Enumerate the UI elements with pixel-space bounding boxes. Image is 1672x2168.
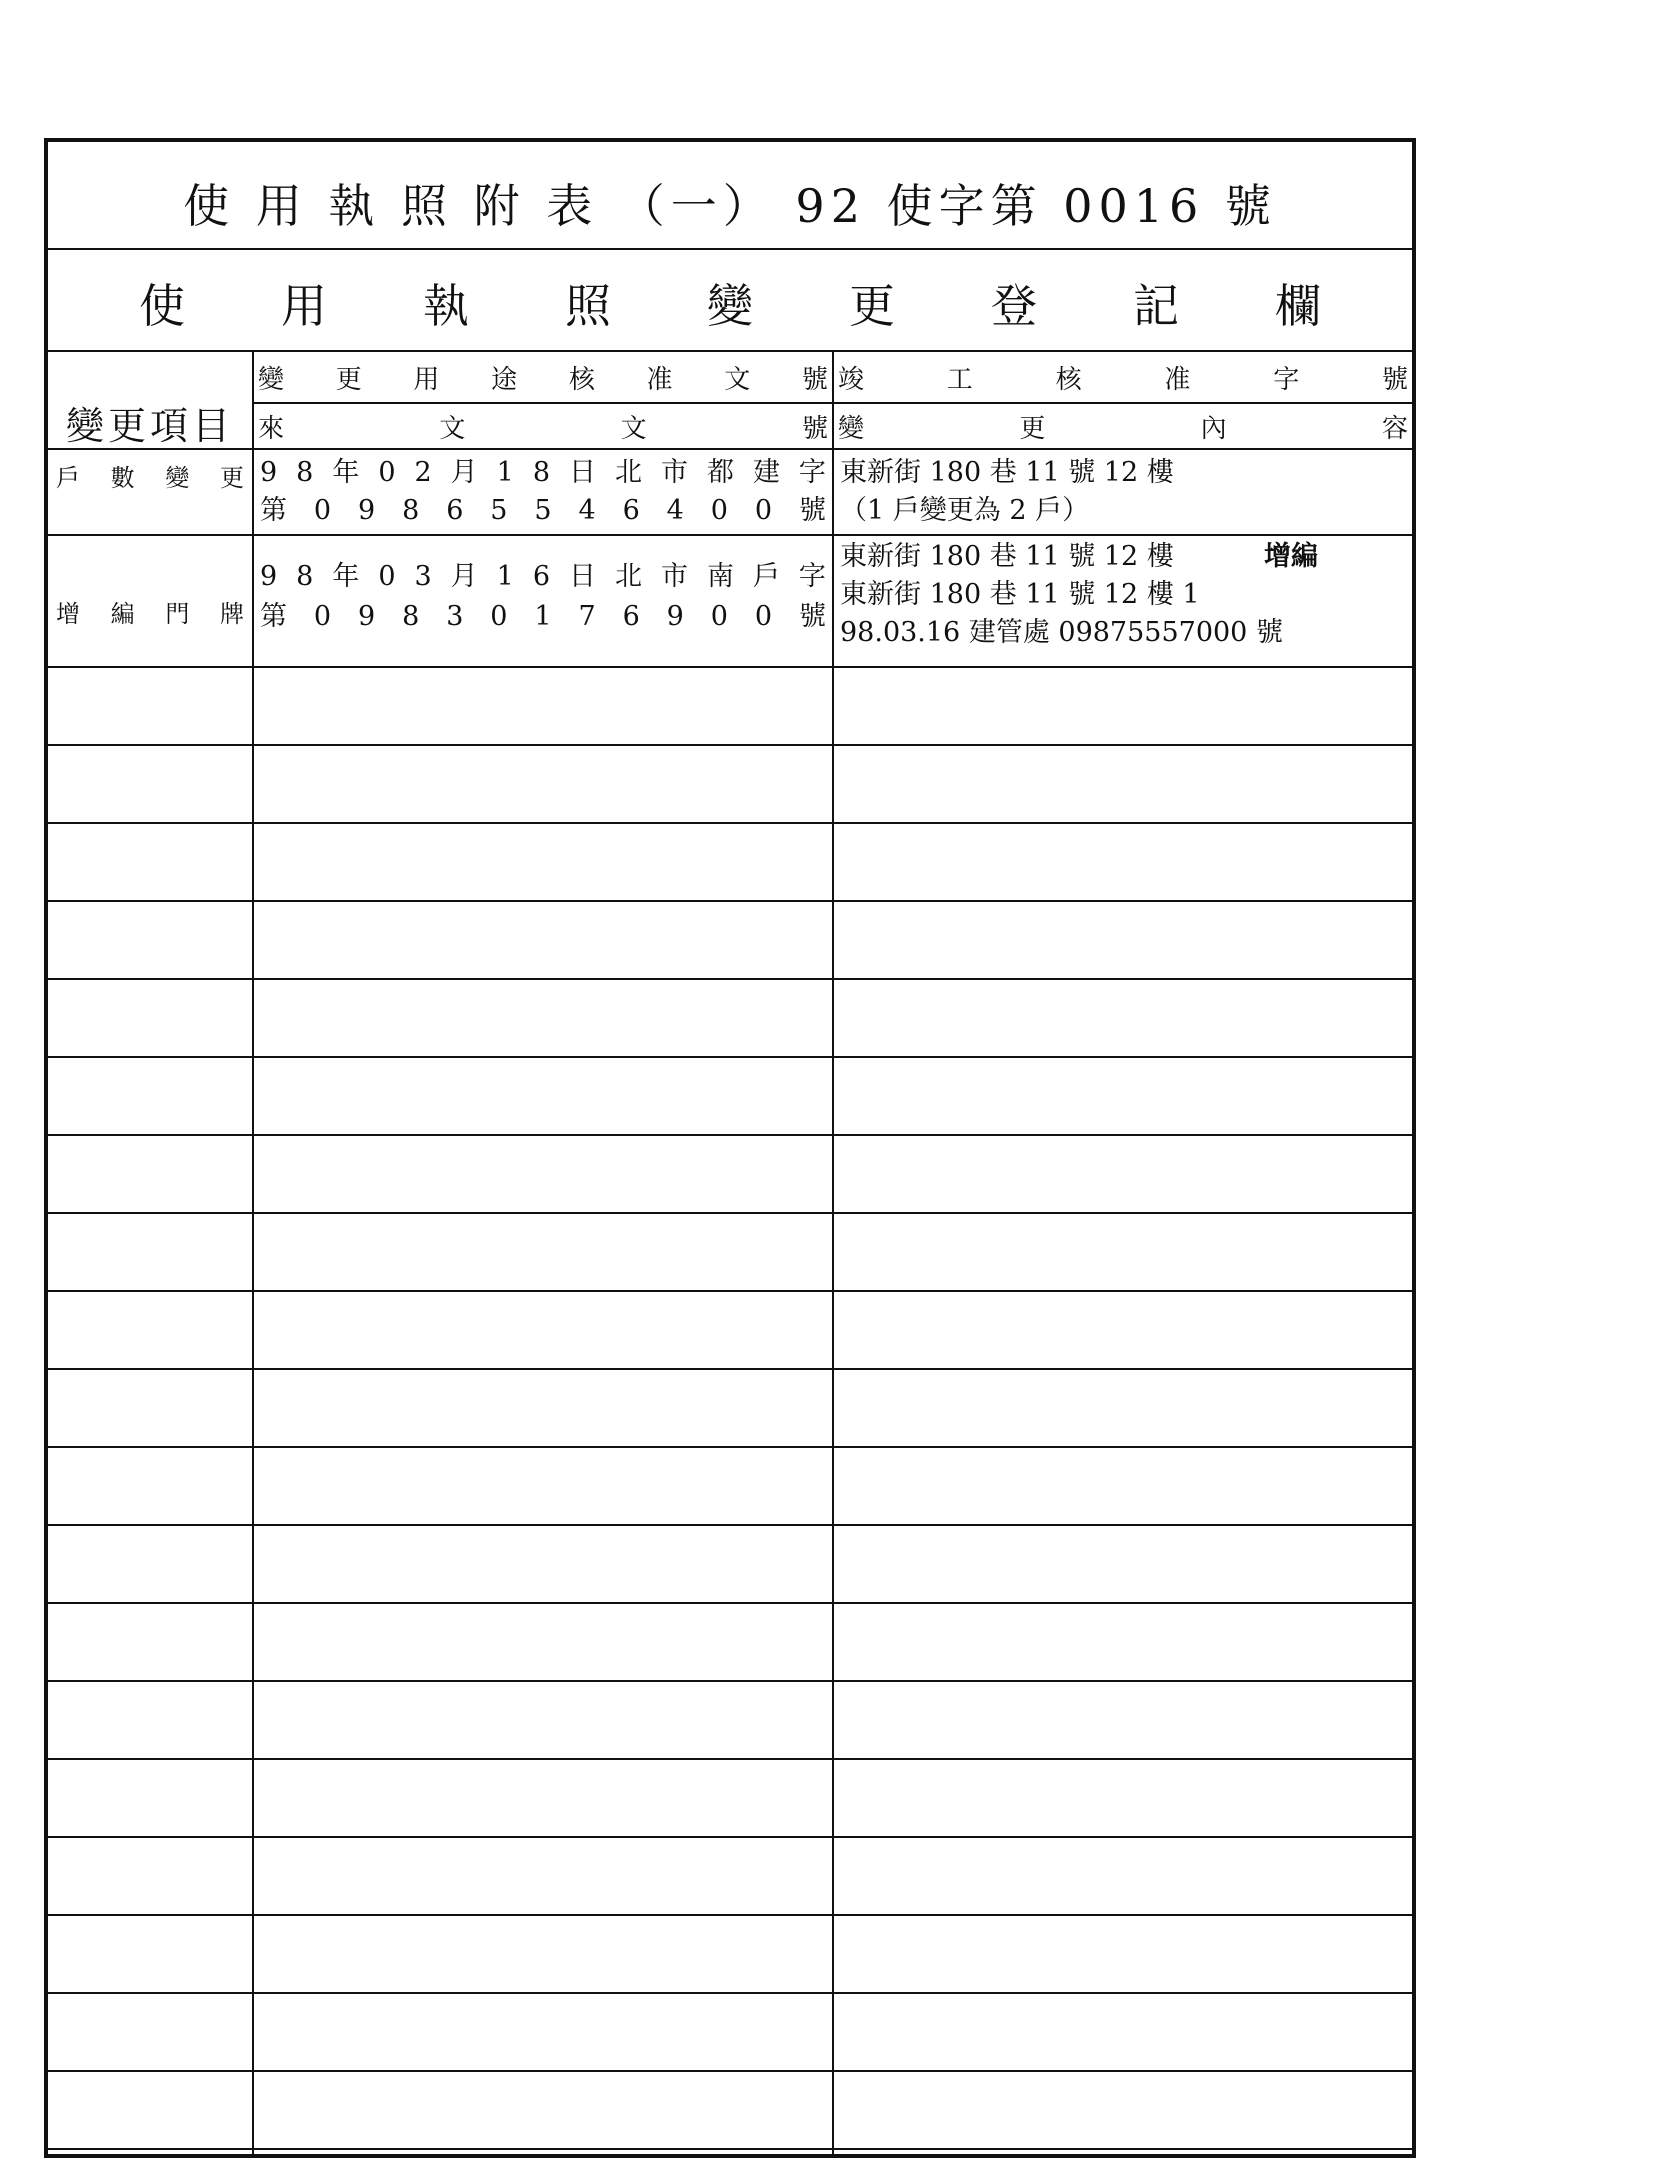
subtitle-char: 用: [281, 279, 327, 333]
approval-char: 4: [666, 495, 684, 526]
approval-char: 5: [490, 495, 508, 526]
item-char: 增: [56, 600, 80, 628]
row-divider: [48, 1680, 1412, 1682]
approval-char: 6: [622, 601, 640, 632]
header-char: 文: [439, 413, 466, 444]
approval-char: 9: [260, 561, 278, 592]
approval-char: 8: [402, 601, 420, 632]
approval-char: 0: [754, 495, 773, 526]
row-content-line: （1 戶變更為 2 戶）: [840, 495, 1090, 526]
row-content-line: 98.03.16 建管處 09875557000 號: [840, 617, 1283, 648]
header-char: 准: [646, 364, 673, 395]
header-char: 工: [946, 364, 973, 395]
item-char: 變: [165, 464, 190, 492]
approval-char: 都: [706, 457, 734, 488]
subtitle-char: 記: [1133, 279, 1179, 333]
header-approval-top: [254, 352, 832, 402]
approval-char: 2: [414, 457, 432, 488]
row-approval-line2: [260, 492, 826, 530]
approval-char: 0: [754, 601, 773, 632]
approval-char: 1: [496, 561, 514, 592]
row-divider: [48, 1368, 1412, 1370]
subtitle-char: 更: [849, 279, 895, 333]
form-title: 使 用 執 照 附 表 （一） 92 使字第 0016 號: [183, 179, 1277, 233]
item-char: 門: [165, 600, 190, 628]
approval-char: 6: [622, 495, 640, 526]
column-divider: [252, 350, 254, 2154]
header-char: 更: [335, 364, 362, 395]
subtitle-char: 登: [991, 279, 1037, 333]
row-divider: [48, 978, 1412, 980]
header-char: 字: [1273, 364, 1300, 395]
row-divider: [48, 1524, 1412, 1526]
header-char: 內: [1200, 413, 1227, 444]
row-divider: [48, 1056, 1412, 1058]
row-approval-line1: [260, 454, 826, 492]
subtitle-char: 執: [423, 279, 469, 333]
approval-char: 號: [798, 495, 826, 526]
row-divider: [48, 2070, 1412, 2072]
header-char: 途: [491, 364, 518, 395]
registration-form: [44, 138, 1416, 2158]
approval-char: 北: [614, 561, 642, 592]
approval-char: 6: [446, 495, 464, 526]
approval-char: 9: [358, 495, 376, 526]
header-char: 更: [1019, 413, 1046, 444]
row-divider: [48, 1446, 1412, 1448]
header-char: 竣: [838, 364, 865, 395]
approval-char: 市: [660, 457, 688, 488]
row-divider: [48, 1914, 1412, 1916]
approval-char: 月: [450, 561, 478, 592]
approval-char: 年: [332, 457, 360, 488]
row-content-line: 東新街 180 巷 11 號 12 樓 1: [840, 579, 1200, 610]
approval-char: 字: [798, 561, 826, 592]
header-char: 容: [1381, 413, 1408, 444]
row-divider: [48, 1992, 1412, 1994]
divider: [48, 534, 1412, 536]
header-char: 核: [568, 364, 595, 395]
approval-char: 市: [660, 561, 688, 592]
approval-char: 3: [414, 561, 432, 592]
header-completion-top: [834, 352, 1412, 402]
header-char: 號: [801, 364, 828, 395]
approval-char: 3: [446, 601, 464, 632]
approval-char: 年: [332, 561, 360, 592]
row-divider: [48, 1836, 1412, 1838]
approval-char: 0: [313, 495, 332, 526]
item-char: 編: [110, 600, 135, 628]
header-char: 用: [413, 364, 440, 395]
row-approval-line1: [260, 558, 826, 596]
row-content-line: 東新街 180 巷 11 號 12 樓: [840, 457, 1174, 488]
approval-char: 0: [378, 561, 396, 592]
approval-char: 8: [402, 495, 420, 526]
row-divider: [48, 822, 1412, 824]
approval-char: 7: [578, 601, 596, 632]
approval-char: 戶: [752, 561, 780, 592]
approval-char: 9: [260, 457, 278, 488]
divider: [48, 248, 1412, 250]
approval-char: 0: [710, 495, 728, 526]
approval-char: 8: [532, 457, 551, 488]
row-divider: [48, 1758, 1412, 1760]
row-content-line: 東新街 180 巷 11 號 12 樓: [840, 541, 1174, 572]
approval-char: 第: [260, 601, 287, 632]
header-change-item: 變更項目: [65, 403, 234, 448]
row-approval-line2: [260, 598, 826, 636]
item-char: 戶: [56, 464, 80, 492]
approval-char: 8: [296, 457, 314, 488]
approval-char: 6: [532, 561, 551, 592]
row-divider: [48, 1602, 1412, 1604]
item-char: 數: [110, 464, 135, 492]
item-char: 牌: [219, 600, 244, 628]
subtitle-char: 欄: [1275, 279, 1321, 333]
subtitle-char: 照: [565, 279, 611, 333]
row-divider: [48, 1134, 1412, 1136]
approval-char: 9: [358, 601, 376, 632]
approval-char: 0: [378, 457, 396, 488]
approval-char: 0: [313, 601, 332, 632]
row-divider: [48, 2148, 1412, 2150]
header-char: 文: [620, 413, 647, 444]
subtitle-char: 變: [707, 279, 753, 333]
approval-char: 0: [490, 601, 508, 632]
form-subtitle: [48, 270, 1412, 333]
header-char: 來: [258, 413, 285, 444]
approval-char: 1: [496, 457, 514, 488]
header-char: 變: [258, 364, 285, 395]
row-divider: [48, 744, 1412, 746]
approval-char: 北: [614, 457, 642, 488]
approval-char: 9: [666, 601, 684, 632]
approval-char: 日: [569, 561, 596, 592]
header-approval-bottom: [254, 404, 832, 448]
approval-char: 建: [752, 457, 780, 488]
row-divider: [48, 1290, 1412, 1292]
item-char: 更: [219, 464, 244, 492]
approval-char: 字: [798, 457, 826, 488]
header-char: 准: [1164, 364, 1191, 395]
header-char: 核: [1055, 364, 1082, 395]
row-item-label: [48, 458, 252, 493]
approval-char: 1: [534, 601, 552, 632]
row-divider: [48, 1212, 1412, 1214]
header-char: 號: [801, 413, 828, 444]
approval-char: 4: [578, 495, 596, 526]
divider: [48, 448, 1412, 450]
row-content-tag: 增編: [1264, 541, 1318, 572]
approval-char: 5: [534, 495, 552, 526]
approval-char: 第: [260, 495, 287, 526]
header-char: 文: [724, 364, 751, 395]
subtitle-char: 使: [139, 279, 185, 333]
column-divider: [832, 350, 834, 2154]
row-divider: [48, 900, 1412, 902]
approval-char: 8: [296, 561, 314, 592]
header-completion-bottom: [834, 404, 1412, 448]
approval-char: 月: [450, 457, 478, 488]
approval-char: 南: [706, 561, 734, 592]
approval-char: 號: [798, 601, 826, 632]
header-char: 變: [838, 413, 865, 444]
approval-char: 0: [710, 601, 728, 632]
header-char: 號: [1381, 364, 1408, 395]
approval-char: 日: [569, 457, 596, 488]
divider: [48, 666, 1412, 668]
row-item-label: [48, 594, 252, 629]
